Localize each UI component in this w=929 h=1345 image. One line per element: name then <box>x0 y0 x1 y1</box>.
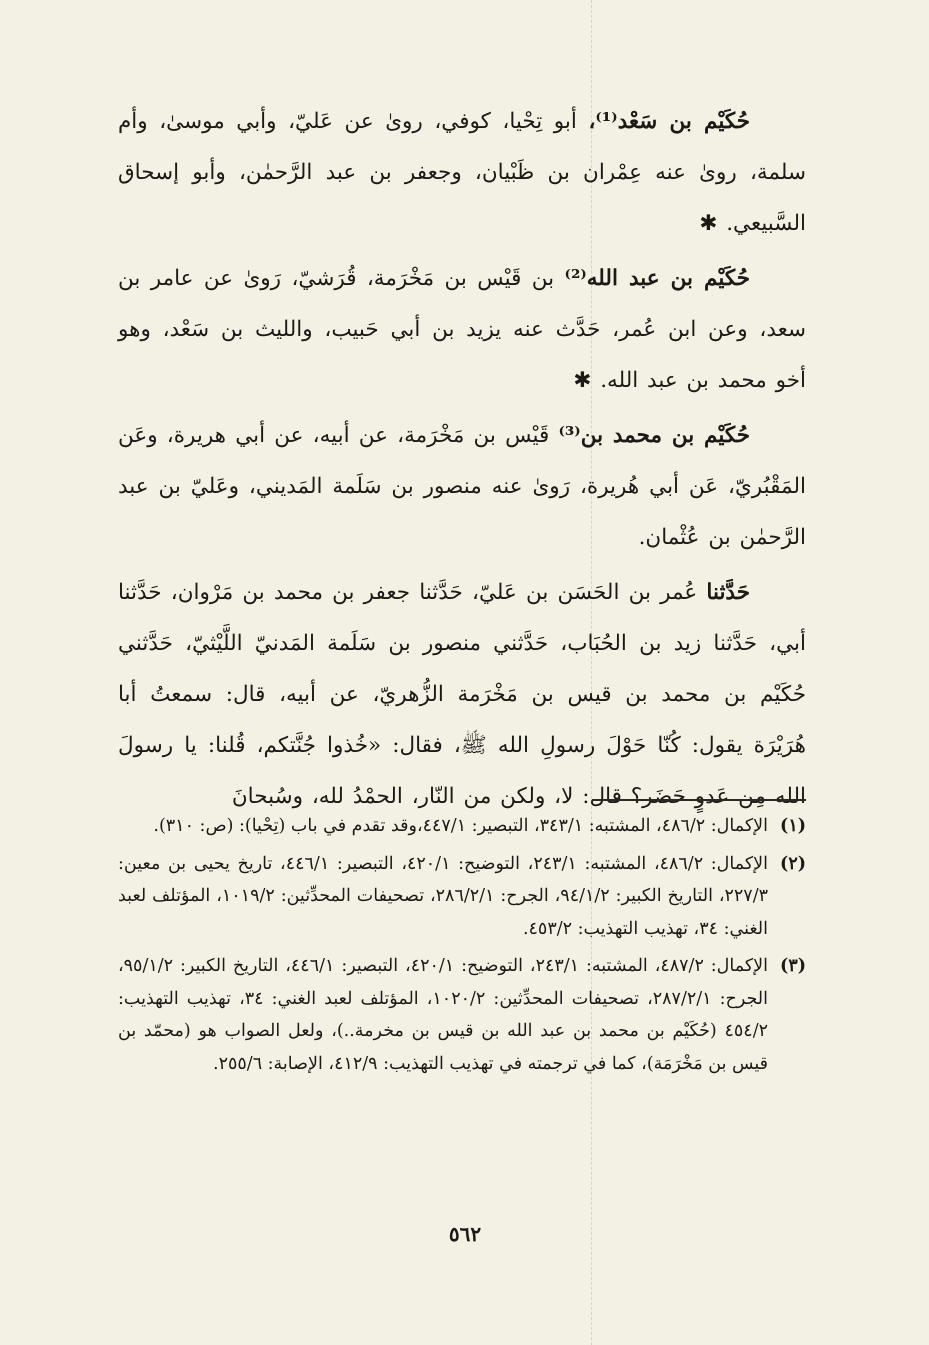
footnote-separator <box>592 799 806 801</box>
entry-heading: حُكَيْم بن محمد بن⁽³⁾ <box>558 423 750 448</box>
footnote-number: (١) <box>780 816 806 836</box>
hadith-paragraph <box>118 567 806 822</box>
footnote-text: الإكمال: ٤٨٦/٢، المشتبه: ٢٤٣/١، التوضيح: ٤٢٠/١، التبصير: ٤٤٦/١، تاريخ يحيى بن معين: ٢٢٧/٣، التاريخ الكبير: ٩٤/١/٢، الجرح: ٢٨٦/٢/١، تصحيفات المحدِّثين: ١٠١٩/٢، المؤتلف لعبد الغني: ٣٤، تهذيب التهذيب: ٤٥٣/٢. <box>118 853 769 939</box>
entry-text: أبو تِحْيا، كوفي، روىٰ عن عَليّ، وأبي موسىٰ، وأم سلمة، روىٰ عنه عِمْران بن ظَبْيان، وجعفر بن عبد الرَّحمٰن، وأبو إسحاق السَّبيعي. ✱ <box>118 109 806 236</box>
hadith-heading: حَدَّثنا <box>706 580 751 605</box>
footnote <box>118 950 806 1080</box>
main-text <box>118 96 806 826</box>
entry-heading: حُكَيْم بن عبد الله⁽²⁾ <box>564 266 750 291</box>
footnote <box>118 810 806 843</box>
entry-paragraph <box>118 96 806 249</box>
footnote-text: الإكمال: ٤٨٦/٢، المشتبه: ٣٤٣/١، التبصير: ٤٤٧/١،وقد تقدم في باب (تِحْيا): (ص: ٣١٠). <box>153 816 768 836</box>
entry-text: قَيْس بن مَخْرَمة، عن أبيه، عن أبي هريرة، وعَن المَقْبُريّ، عَن أبي هُريرة، رَوىٰ عنه منصور بن سَلَمة المَديني، وعَليّ بن عبد الرَّحمٰن بن عُثْمان. <box>118 423 806 550</box>
footnote <box>118 848 806 946</box>
footnote-text: الإكمال: ٤٨٧/٢، المشتبه: ٢٤٣/١، التوضيح: ٤٢٠/١، التبصير: ٤٤٦/١، التاريخ الكبير: ٩٥/١/٢، الجرح: ٢٨٧/٢/١، تصحيفات المحدِّثين: ١٠٢٠/٢، المؤتلف لعبد الغني: ٣٤، تهذيب التهذيب: ٤٥٤/٢ (حُكَيْم بن محمد بن عبد الله بن قيس بن مخرمة..)، ولعل الصواب هو (محمّد بن قيس بن مَخْرَمَة)، كما في ترجمته في تهذيب التهذيب: ٤١٢/٩، الإصابة: ٢٥٥/٦. <box>118 956 769 1074</box>
entry-paragraph <box>118 410 806 563</box>
hadith-text: عُمر بن الحَسَن بن عَليّ، حَدَّثنا جعفر بن محمد بن مَرْوان، حَدَّثنا أبي، حَدَّثنا زيد بن الحُبَاب، حَدَّثني منصور بن سَلَمة المَدنيّ اللَّيْثيّ، حَدَّثني حُكَيْم بن محمد بن قيس بن مَخْرَمة الزُّهريّ، عن أبيه، قال: سمعتُ أبا هُرَيْرَة يقول: كُنّا حَوْلَ رسولِ الله ﷺ، فقال: «خُذوا جُنَّتكم، قُلنا: يا رسولَ الله مِن عَدوٍ حَضَر؟ قال: لا، ولكن من النّار، الحمْدُ لله، وسُبحانَ <box>118 580 806 809</box>
footnotes <box>118 810 806 1085</box>
page-number: ٥٦٢ <box>448 1222 482 1246</box>
entry-text: بن قَيْس بن مَخْرَمة، قُرَشيّ، رَوىٰ عن عامر بن سعد، وعن ابن عُمر، حَدَّث عنه يزيد بن أبي حَبيب، والليث بن سَعْد، وهو أخو محمد بن عبد الله. ✱ <box>118 266 806 393</box>
footnote-number: (٣) <box>780 956 807 976</box>
entry-heading: حُكَيْم بن سَعْد⁽¹⁾، <box>588 109 751 134</box>
entry-paragraph <box>118 253 806 406</box>
footnote-number: (٢) <box>780 853 807 874</box>
